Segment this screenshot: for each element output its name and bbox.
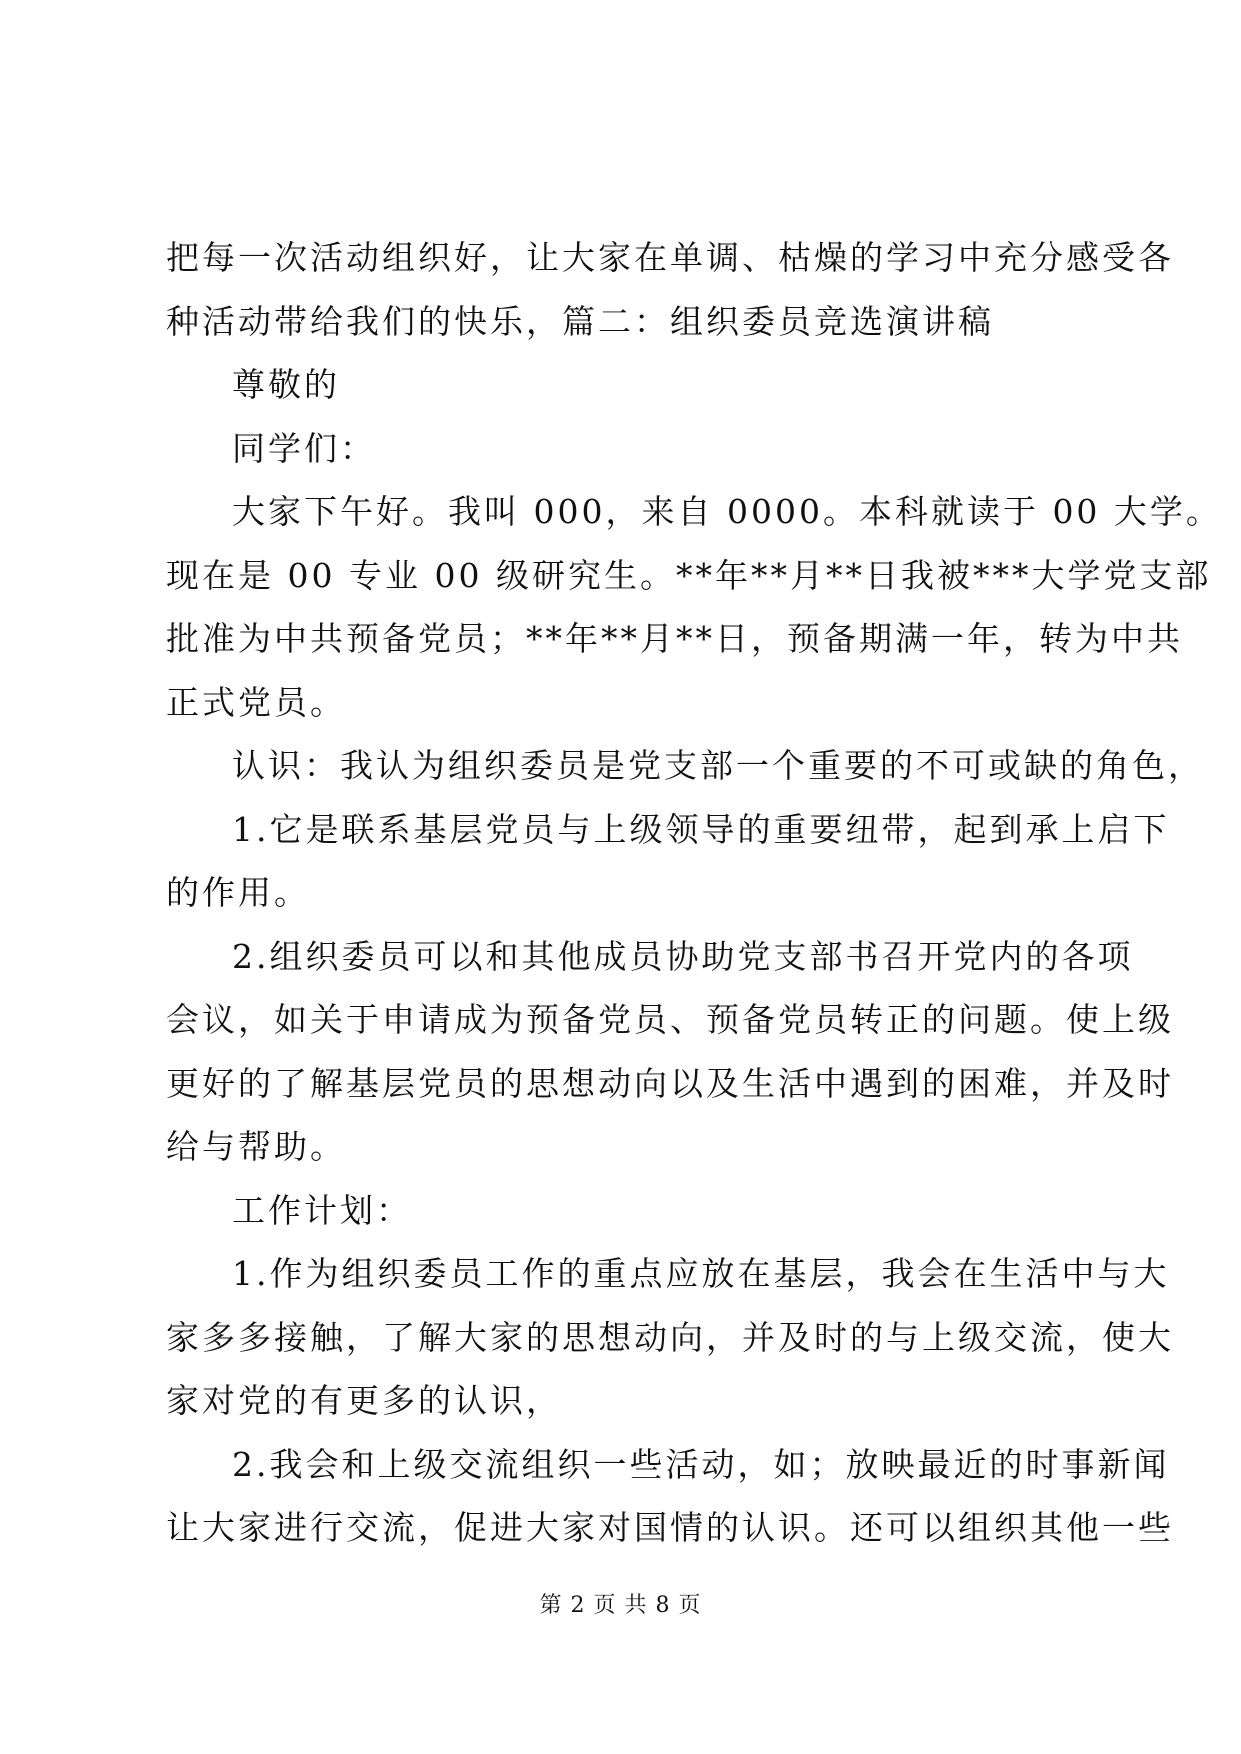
paragraph-start: 认识：我认为组织委员是党支部一个重要的不可或缺的角色， [232,746,1204,785]
text-line: 把每一次活动组织好，让大家在单调、枯燥的学习中充分感受各 [166,238,1174,277]
text-line: 的作用。 [166,873,310,912]
page-number-footer: 第 2 页 共 8 页 [539,1593,702,1618]
text-line: 给与帮助。 [166,1127,346,1166]
paragraph-start: 1.作为组织委员工作的重点应放在基层，我会在生活中与大 [232,1254,1170,1293]
text-line: 家对党的有更多的认识， [166,1381,562,1420]
salutation-line: 尊敬的 [232,365,340,404]
salutation-line: 同学们： [232,428,376,468]
paragraph-start: 2.我会和上级交流组织一些活动，如；放映最近的时事新闻 [232,1444,1170,1484]
text-line: 种活动带给我们的快乐，篇二：组织委员竞选演讲稿 [166,301,994,341]
text-line: 让大家进行交流，促进大家对国情的认识。还可以组织其他一些 [166,1508,1174,1547]
text-line: 会议，如关于申请成为预备党员、预备党员转正的问题。使上级 [166,1000,1174,1039]
document-body [166,226,1222,1560]
text-line: 正式党员。 [166,682,346,722]
paragraph-start: 1.它是联系基层党员与上级领导的重要纽带，起到承上启下 [232,809,1170,849]
section-heading: 工作计划： [232,1190,412,1230]
text-line: 更好的了解基层党员的思想动向以及生活中遇到的困难，并及时 [166,1063,1174,1103]
paragraph-start: 2.组织委员可以和其他成员协助党支部书召开党内的各项 [232,936,1134,976]
text-line: 家多多接触，了解大家的思想动向，并及时的与上级交流，使大 [166,1317,1174,1357]
text-line: 批准为中共预备党员；**年**月**日，预备期满一年，转为中共 [166,619,1183,658]
paragraph-start: 大家下午好。我叫 000，来自 0000。本科就读于 00 大学。 [232,492,1222,531]
text-line: 现在是 00 专业 00 级研究生。**年**月**日我被***大学党支部 [166,555,1212,595]
